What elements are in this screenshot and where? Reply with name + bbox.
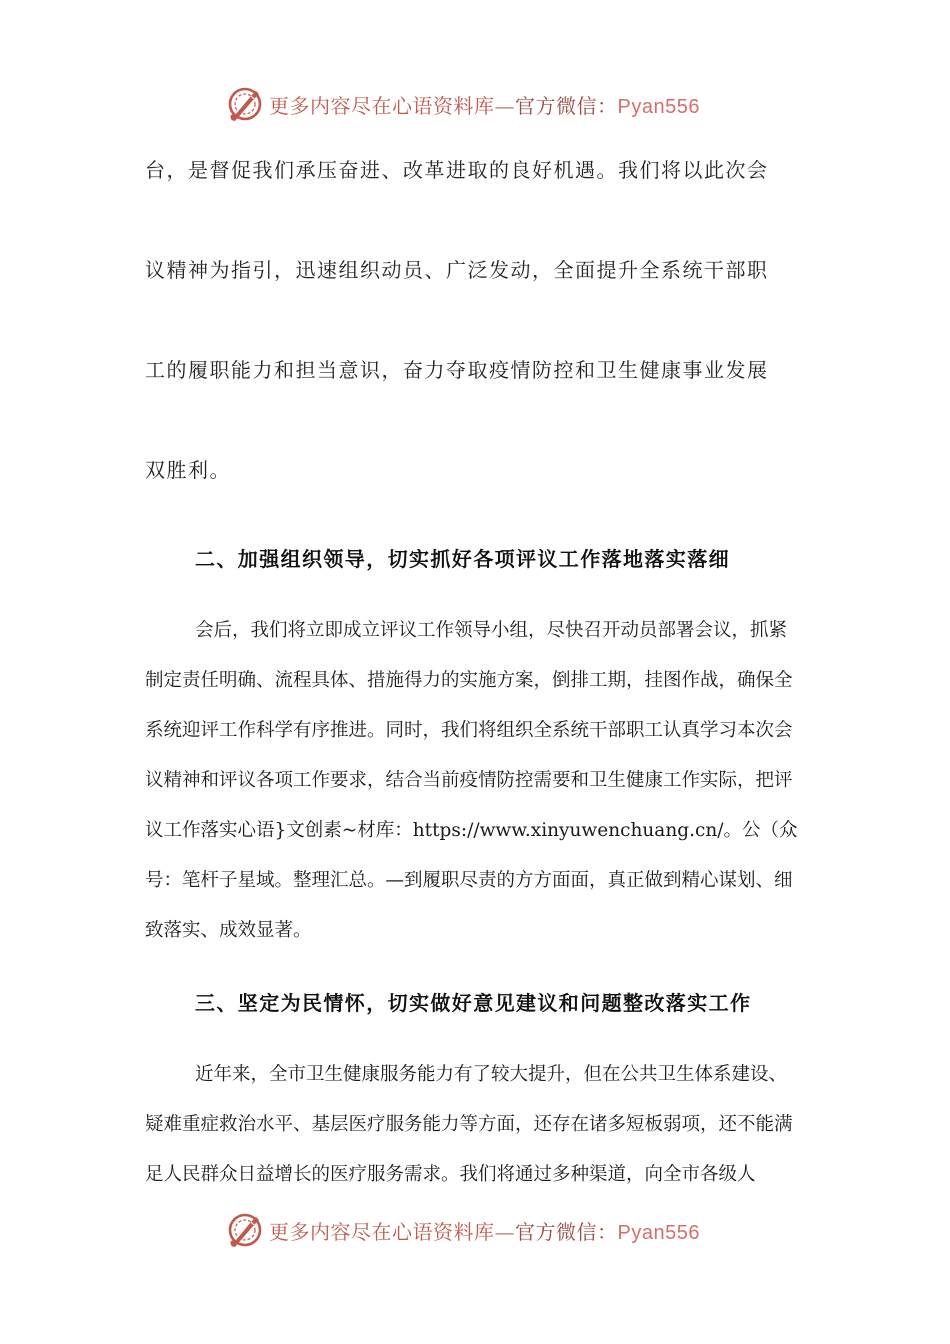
paragraph-line: 工的履职能力和担当意识，奋力夺取疫情防控和卫生健康事业发展 (145, 358, 769, 382)
paragraph-line: 议精神为指引，迅速组织动员、广泛发动，全面提升全系统干部职 (145, 258, 769, 282)
banner-main-text: 更多内容尽在心语资料库 (269, 93, 495, 118)
banner-wechat-label: 官方微信： (515, 1221, 618, 1244)
section-heading-3: 三、坚定为民情怀，切实做好意见建议和问题整改落实工作 (195, 991, 752, 1015)
section-3-paragraph: 近年来，全市卫生健康服务能力有了较大提升，但在公共卫生体系建设、疑难重症救治水平、基层医疗服务能力等方面，还存在诸多短板弱项，还不能满足人民群众日益增长的医疗服务需求。我们将通过多种渠道，向全市各级人 (145, 1064, 793, 1185)
banner-separator: — (494, 93, 515, 118)
section-2-paragraph: 会后，我们将立即成立评议工作领导小组，尽快召开动员部署会议，抓紧制定责任明确、流程具体、措施得力的实施方案，倒排工期，挂图作战，确保全系统迎评工作科学有序推进。同时，我们将组织全系统干部职工认真学习本次会议精神和评议各项工作要求，结合当前疫情防控需要和卫生健康工作实际，把评议工作落实心语}文创素~材库：https://www.xinyuwenchuang.cn/。公（众号：笔杆子星域。整理汇总。—到履职尽责的方方面面，真正做到精心谋划、细致落实、成效显著。 (145, 620, 798, 941)
pen-nib-logo-icon (225, 1210, 265, 1250)
paragraph-line: 台，是督促我们承压奋进、改革进取的良好机遇。我们将以此次会 (145, 158, 769, 182)
banner-text (269, 1216, 700, 1245)
footer-banner (225, 1208, 700, 1252)
banner-wechat-id: Pyan556 (617, 1221, 700, 1244)
banner-wechat-id: Pyan556 (617, 95, 700, 118)
section-heading-2: 二、加强组织领导，切实抓好各项评议工作落地落实落细 (195, 547, 730, 571)
banner-main-text: 更多内容尽在心语资料库 (269, 1219, 495, 1244)
paragraph-line: 双胜利。 (145, 458, 231, 482)
banner-text (269, 90, 700, 119)
continuation-paragraph (145, 120, 805, 520)
pen-nib-logo-icon (225, 84, 265, 124)
banner-separator: — (494, 1219, 515, 1244)
banner-wechat-label: 官方微信： (515, 95, 618, 118)
